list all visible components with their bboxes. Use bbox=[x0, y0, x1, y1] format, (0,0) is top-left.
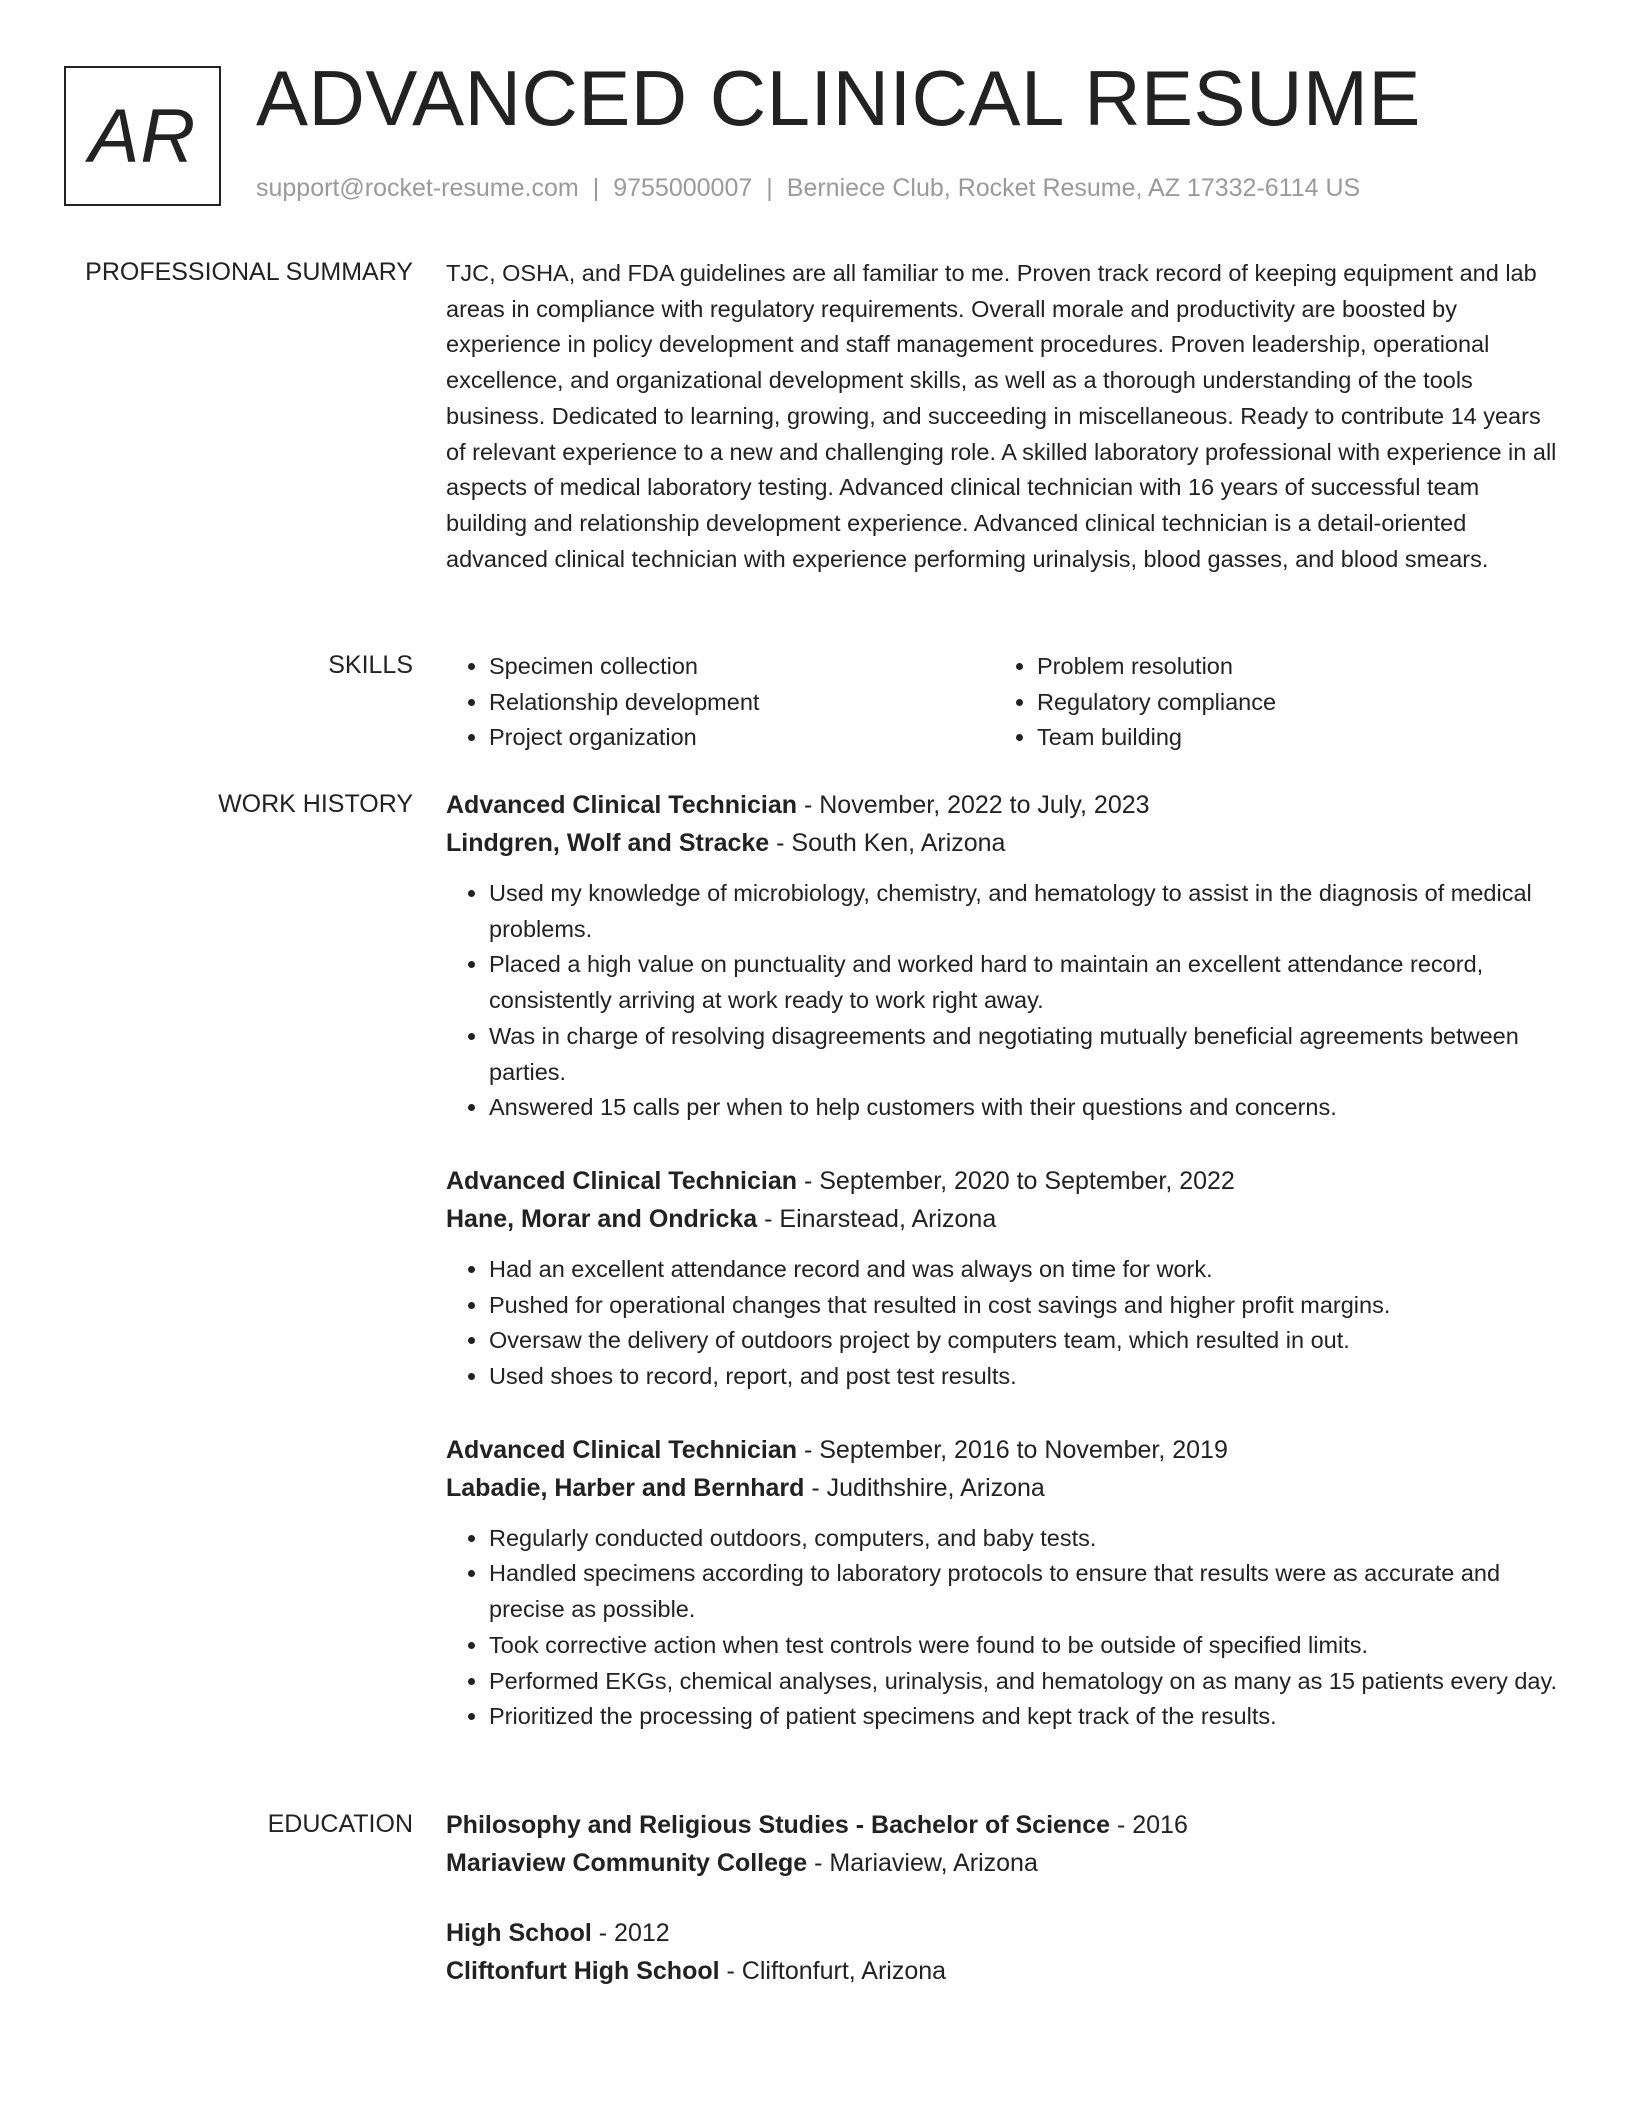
skill-item: • Project organization bbox=[489, 720, 994, 756]
job-entry bbox=[446, 786, 1562, 1126]
section-work-history bbox=[446, 786, 1562, 1771]
education-school-line bbox=[446, 1844, 1562, 1882]
skills-column-left bbox=[446, 649, 994, 756]
education-location: - Cliftonfurt, Arizona bbox=[719, 1957, 947, 1985]
education-school: Mariaview Community College bbox=[446, 1849, 808, 1877]
skill-item: • Problem resolution bbox=[1037, 649, 1542, 685]
skills-list-right bbox=[994, 649, 1542, 756]
job-title: Advanced Clinical Technician bbox=[446, 791, 798, 819]
contact-line bbox=[256, 174, 1360, 203]
education-degree: Philosophy and Religious Studies - Bachelor of Science bbox=[446, 1811, 1111, 1839]
job-title-line bbox=[446, 786, 1562, 824]
contact-separator: | bbox=[592, 174, 600, 202]
resume-name: ADVANCED CLINICAL RESUME bbox=[256, 54, 1421, 142]
skills-list-left bbox=[446, 649, 994, 756]
section-label-education: EDUCATION bbox=[267, 1810, 413, 1838]
job-bullet: • Was in charge of resolving disagreements and negotiating mutually beneficial agreements between parties. bbox=[489, 1019, 1562, 1090]
job-bullet: • Handled specimens according to laboratory protocols to ensure that results were as accurate and precise as possible. bbox=[489, 1556, 1562, 1627]
education-degree-line bbox=[446, 1914, 1562, 1952]
job-bullet: • Used my knowledge of microbiology, chemistry, and hematology to assist in the diagnosis of medical problems. bbox=[489, 876, 1562, 947]
job-entry bbox=[446, 1431, 1562, 1735]
job-dates: - November, 2022 to July, 2023 bbox=[797, 791, 1150, 819]
education-school: Cliftonfurt High School bbox=[446, 1957, 720, 1985]
contact-separator: | bbox=[766, 174, 773, 202]
job-location: - Einarstead, Arizona bbox=[757, 1204, 997, 1233]
job-bullet: • Took corrective action when test controls were found to be outside of specified limits. bbox=[489, 1628, 1562, 1664]
job-bullet: • Oversaw the delivery of outdoors project by computers team, which resulted in out. bbox=[489, 1323, 1562, 1359]
job-title: Advanced Clinical Technician bbox=[446, 1435, 798, 1464]
job-bullets bbox=[446, 1252, 1562, 1395]
monogram-initials: AR bbox=[88, 93, 197, 179]
skill-item: • Specimen collection bbox=[489, 649, 994, 685]
job-bullet: • Placed a high value on punctuality and worked hard to maintain an excellent attendance record, consistently arriving at work ready to work right away. bbox=[489, 947, 1562, 1018]
skills-grid bbox=[446, 649, 1562, 756]
job-company-line bbox=[446, 1469, 1562, 1507]
education-entry bbox=[446, 1914, 1562, 1990]
skills-column-right bbox=[994, 649, 1542, 756]
job-company: Hane, Morar and Ondricka bbox=[446, 1204, 758, 1233]
education-school-line bbox=[446, 1952, 1562, 1990]
section-label-summary: PROFESSIONAL SUMMARY bbox=[85, 258, 413, 286]
skill-item: • Team building bbox=[1037, 720, 1542, 756]
job-bullet: • Performed EKGs, chemical analyses, urinalysis, and hematology on as many as 15 patients every day. bbox=[489, 1664, 1562, 1700]
job-company: Labadie, Harber and Bernhard bbox=[446, 1473, 805, 1502]
education-year: - 2016 bbox=[1110, 1811, 1188, 1839]
job-bullet: • Pushed for operational changes that resulted in cost savings and higher profit margins. bbox=[489, 1288, 1562, 1324]
skill-item: • Relationship development bbox=[489, 685, 994, 721]
job-dates: - September, 2020 to September, 2022 bbox=[797, 1166, 1235, 1195]
section-summary bbox=[446, 256, 1562, 577]
education-location: - Mariaview, Arizona bbox=[807, 1849, 1038, 1877]
job-company-line bbox=[446, 1200, 1562, 1238]
job-bullet: • Used shoes to record, report, and post test results. bbox=[489, 1359, 1562, 1395]
job-title-line bbox=[446, 1431, 1562, 1469]
monogram-badge bbox=[64, 66, 221, 206]
job-title: Advanced Clinical Technician bbox=[446, 1166, 798, 1195]
contact-phone: 9755000007 bbox=[613, 174, 753, 202]
contact-email: support@rocket-resume.com bbox=[256, 174, 579, 202]
job-bullets bbox=[446, 1521, 1562, 1735]
job-company-line bbox=[446, 824, 1562, 862]
job-company: Lindgren, Wolf and Stracke bbox=[446, 829, 770, 857]
job-location: - Judithshire, Arizona bbox=[804, 1473, 1045, 1502]
summary-text: TJC, OSHA, and FDA guidelines are all familiar to me. Proven track record of keeping equipment and lab areas in compliance with regulatory requirements. Overall morale and productivity are boosted by experience in policy development and staff management procedures. Proven leadership, operational excellence, and organizational development skills, as well as a thorough understanding of the tools business. Dedicated to learning, growing, and succeeding in miscellaneous. Ready to contribute 14 years of relevant experience to a new and challenging role. A skilled laboratory professional with experience in all aspects of medical laboratory testing. Advanced clinical technician with 16 years of successful team building and relationship development experience. Advanced clinical technician is a detail-oriented advanced clinical technician with experience performing urinalysis, blood gasses, and blood smears. bbox=[446, 260, 1557, 572]
education-entry bbox=[446, 1806, 1562, 1882]
job-bullet: • Regularly conducted outdoors, computers, and baby tests. bbox=[489, 1521, 1562, 1557]
section-label-work-history: WORK HISTORY bbox=[218, 790, 413, 818]
skill-item: • Regulatory compliance bbox=[1037, 685, 1542, 721]
contact-address: Berniece Club, Rocket Resume, AZ 17332-6114 US bbox=[786, 174, 1361, 202]
job-bullets bbox=[446, 876, 1562, 1126]
job-dates: - September, 2016 to November, 2019 bbox=[797, 1435, 1228, 1464]
job-bullet: • Had an excellent attendance record and was always on time for work. bbox=[489, 1252, 1562, 1288]
section-label-skills: SKILLS bbox=[328, 651, 413, 679]
job-location: - South Ken, Arizona bbox=[769, 829, 1006, 857]
education-year: - 2012 bbox=[591, 1919, 670, 1947]
section-education bbox=[446, 1806, 1562, 2022]
section-skills bbox=[446, 649, 1562, 756]
job-title-line bbox=[446, 1162, 1562, 1200]
education-degree-line bbox=[446, 1806, 1562, 1844]
education-degree: High School bbox=[446, 1919, 592, 1947]
job-bullet: • Answered 15 calls per when to help customers with their questions and concerns. bbox=[489, 1090, 1562, 1126]
job-entry bbox=[446, 1162, 1562, 1395]
job-bullet: • Prioritized the processing of patient specimens and kept track of the results. bbox=[489, 1699, 1562, 1735]
